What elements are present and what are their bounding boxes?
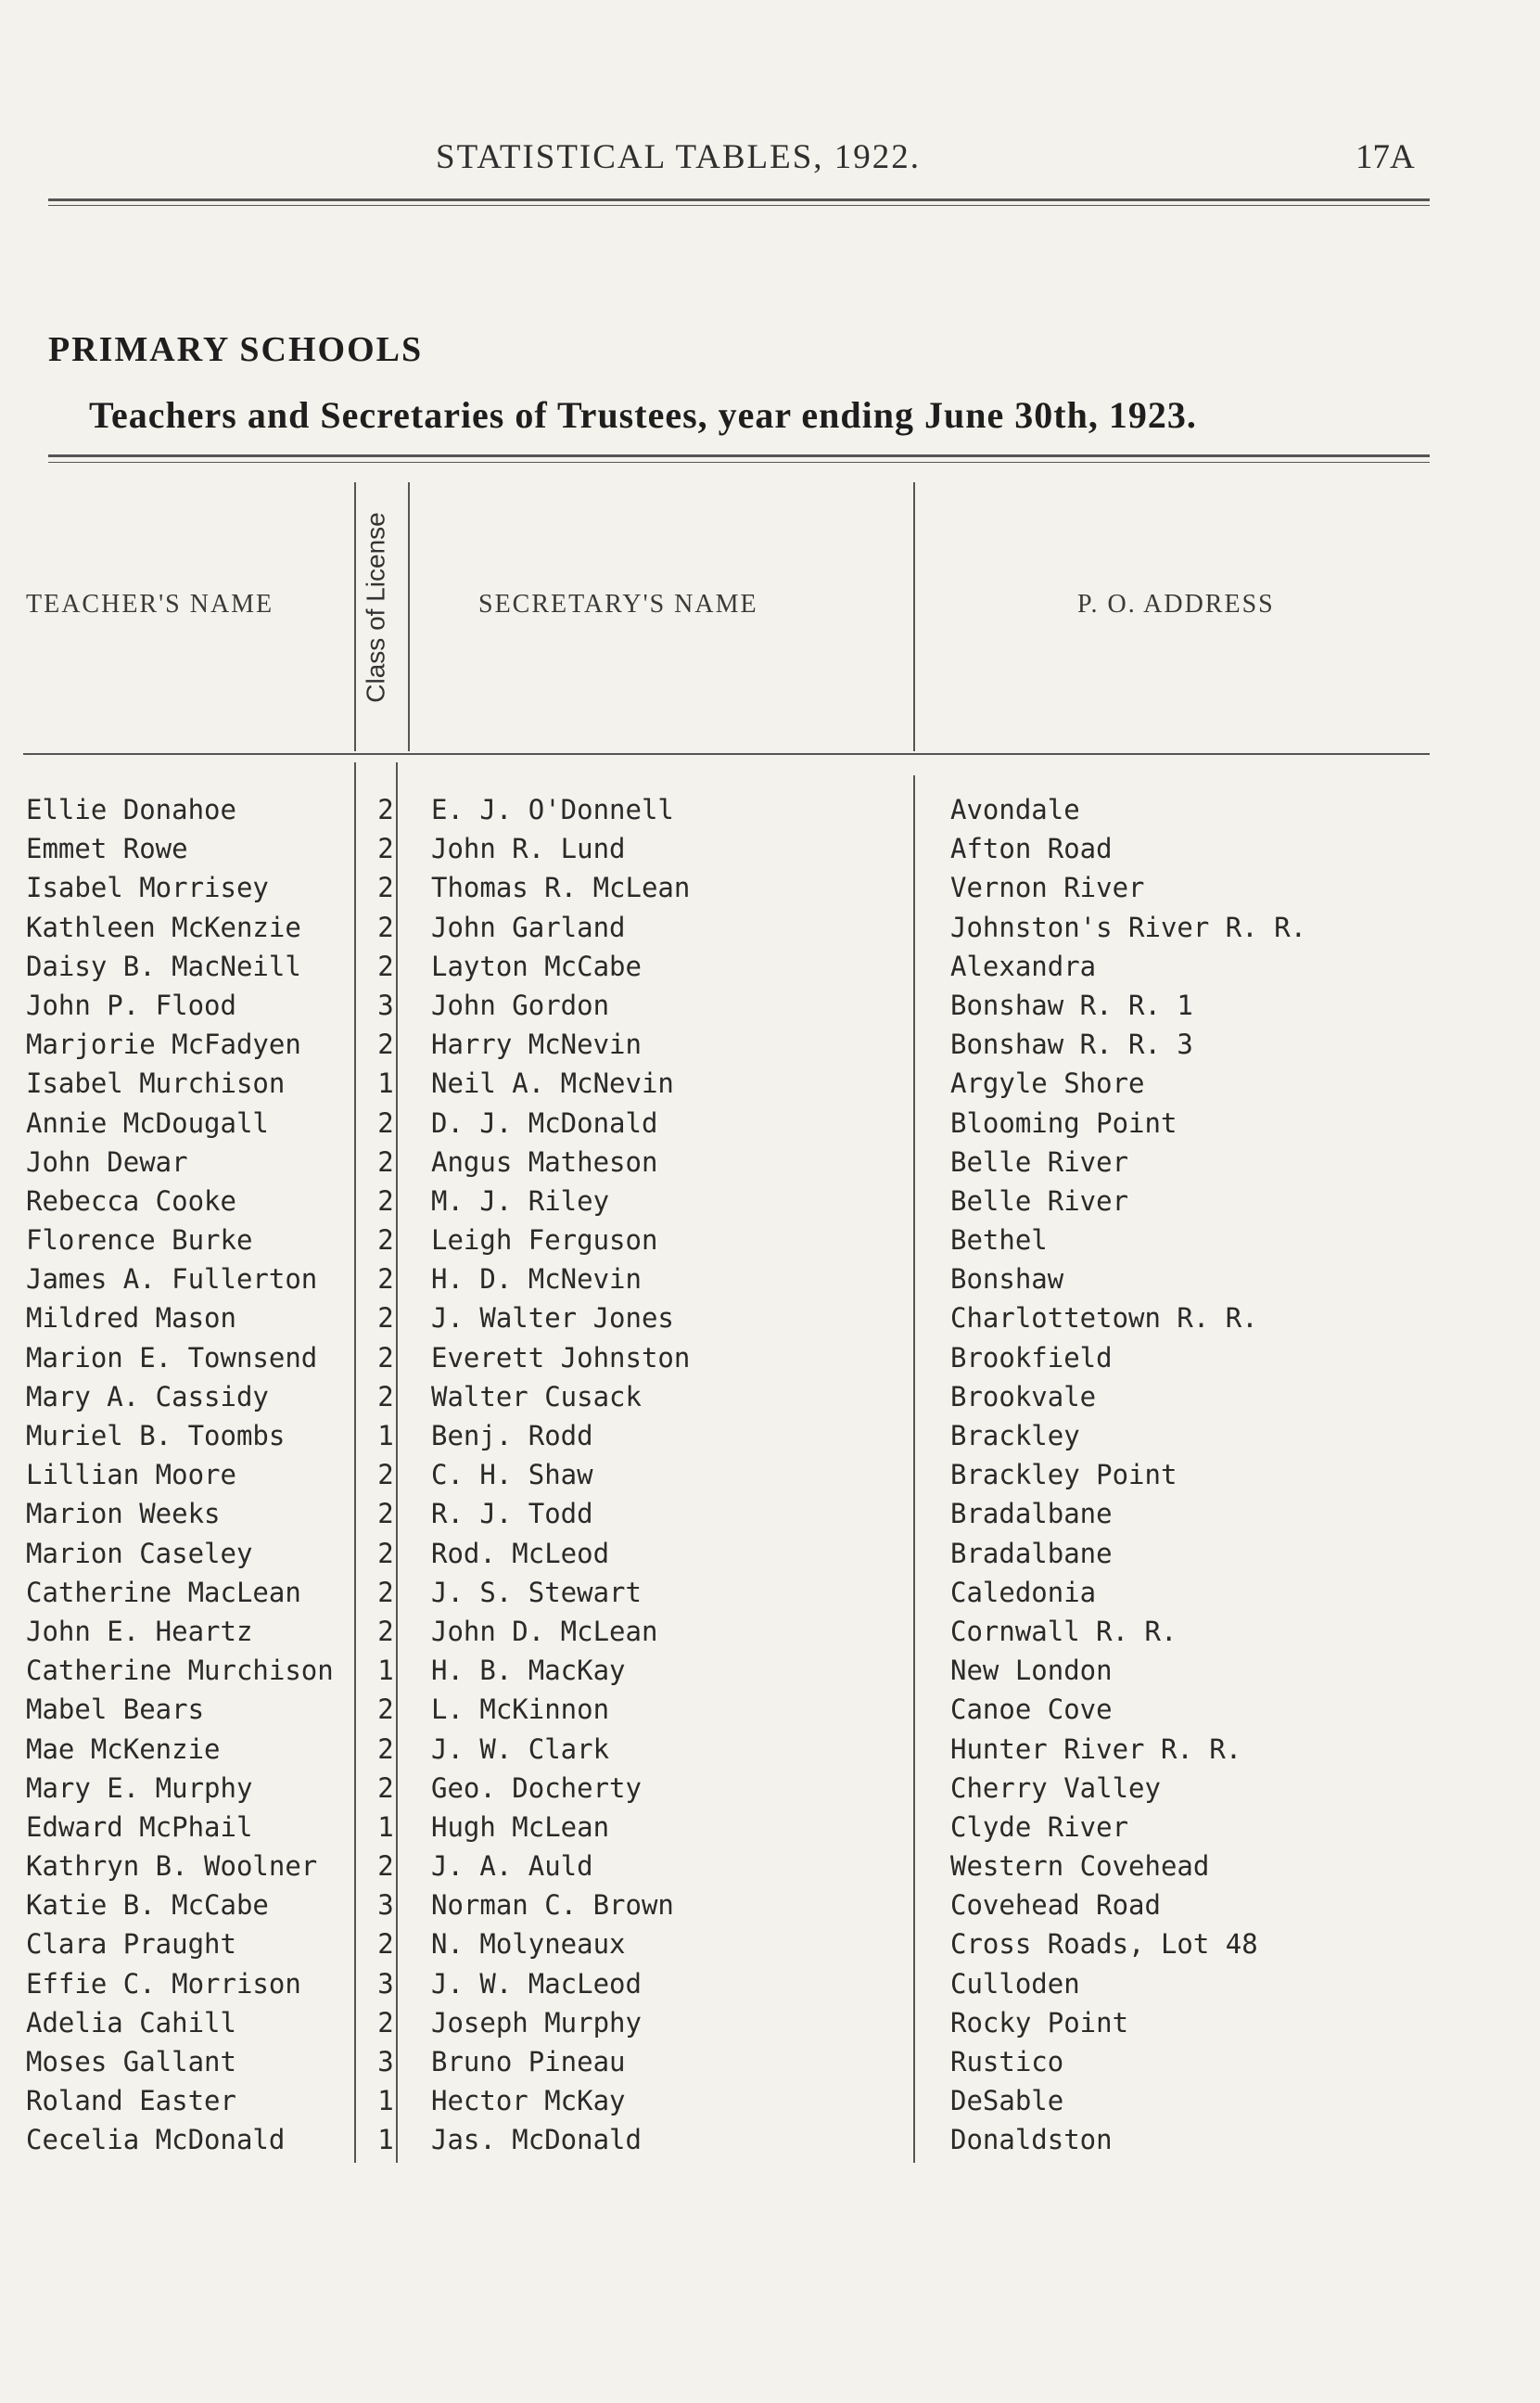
teacher-name: Clara Praught (26, 1928, 236, 1961)
secretary-name: Neil A. McNevin (431, 1067, 674, 1100)
table-row (0, 794, 1540, 833)
teacher-name: Marion E. Townsend (26, 1341, 318, 1374)
table-row (0, 1694, 1540, 1732)
secretary-column-header: SECRETARY'S NAME (478, 590, 758, 619)
secretary-name: N. Molyneaux (431, 1928, 626, 1961)
po-address: Bethel (950, 1224, 1048, 1257)
po-address: Caledonia (950, 1576, 1097, 1608)
table-subtitle: Teachers and Secretaries of Trustees, year ending June 30th, 1923. (89, 394, 1197, 436)
table-row (0, 1498, 1540, 1537)
header-bottom-rule (23, 753, 1430, 755)
teacher-name: Lillian Moore (26, 1459, 236, 1491)
secretary-name: Hugh McLean (431, 1810, 610, 1843)
class-column-header (356, 487, 397, 728)
table-body (0, 794, 1540, 2164)
teacher-name: Catherine MacLean (26, 1576, 301, 1608)
table-row (0, 1146, 1540, 1185)
secretary-name: Hector McKay (431, 2085, 626, 2117)
po-address: Canoe Cove (950, 1694, 1113, 1726)
teacher-name: Mary E. Murphy (26, 1771, 253, 1804)
page-number: 17A (1355, 138, 1415, 176)
license-class: 2 (377, 1184, 394, 1217)
table-row (0, 2046, 1540, 2085)
license-class: 1 (377, 1420, 394, 1451)
teacher-name: John Dewar (26, 1145, 188, 1178)
po-address: Blooming Point (950, 1106, 1177, 1139)
po-address: Rustico (950, 2046, 1064, 2077)
secretary-name: R. J. Todd (431, 1498, 593, 1530)
table-row (0, 1067, 1540, 1106)
teacher-name: Marion Weeks (26, 1498, 221, 1530)
po-address: Bonshaw (950, 1263, 1064, 1296)
po-address: Brackley Point (950, 1459, 1177, 1491)
class-column-header-label: Class of License (362, 512, 390, 703)
license-class: 3 (377, 989, 394, 1021)
po-address: Bradalbane (950, 1537, 1113, 1569)
teacher-name: Marjorie McFadyen (26, 1029, 301, 1061)
po-address: Cross Roads, Lot 48 (950, 1928, 1258, 1961)
secretary-name: John R. Lund (431, 833, 626, 865)
teacher-name: Kathleen McKenzie (26, 911, 301, 943)
secretary-name: J. A. Auld (431, 1850, 593, 1883)
license-class: 2 (377, 1850, 394, 1883)
secretary-name: Jas. McDonald (431, 2124, 642, 2156)
teacher-name: Mildred Mason (26, 1302, 236, 1335)
secretary-name: Leigh Ferguson (431, 1224, 658, 1257)
table-row (0, 1263, 1540, 1302)
secretary-name: Harry McNevin (431, 1029, 642, 1061)
teacher-name: Isabel Morrisey (26, 872, 269, 904)
po-address: Belle River (950, 1184, 1129, 1217)
license-class: 1 (377, 2085, 394, 2117)
license-class: 1 (377, 1067, 394, 1100)
teacher-name: Ellie Donahoe (26, 794, 236, 825)
teacher-name: James A. Fullerton (26, 1263, 318, 1296)
po-address: Bonshaw R. R. 1 (950, 989, 1193, 1021)
secretary-name: J. W. MacLeod (431, 1967, 642, 2000)
teacher-name: Mabel Bears (26, 1694, 205, 1726)
table-row (0, 872, 1540, 911)
secretary-name: H. D. McNevin (431, 1263, 642, 1296)
secretary-name: L. McKinnon (431, 1694, 610, 1726)
license-class: 2 (377, 1732, 394, 1765)
secretary-name: Benj. Rodd (431, 1420, 593, 1451)
license-class: 2 (377, 1459, 394, 1491)
license-class: 2 (377, 794, 394, 825)
po-address: Rocky Point (950, 2006, 1129, 2039)
license-class: 3 (377, 1889, 394, 1922)
po-address: Brookvale (950, 1380, 1097, 1412)
secretary-name: Norman C. Brown (431, 1889, 674, 1922)
license-class: 2 (377, 872, 394, 904)
po-address: Bonshaw R. R. 3 (950, 1029, 1193, 1061)
table-row (0, 833, 1540, 872)
po-address: Johnston's River R. R. (950, 911, 1307, 943)
teacher-name: Isabel Murchison (26, 1067, 286, 1100)
table-row (0, 990, 1540, 1029)
po-address: Culloden (950, 1967, 1080, 2000)
teacher-name: Adelia Cahill (26, 2006, 236, 2039)
po-address: Charlottetown R. R. (950, 1302, 1258, 1335)
secretary-name: H. B. MacKay (431, 1655, 626, 1687)
table-row (0, 1381, 1540, 1420)
license-class: 1 (377, 1655, 394, 1687)
teacher-name: Muriel B. Toombs (26, 1420, 286, 1451)
secretary-name: Walter Cusack (431, 1380, 642, 1412)
po-address: Brookfield (950, 1341, 1113, 1374)
table-row (0, 1459, 1540, 1498)
table-row (0, 1655, 1540, 1694)
po-address: Bradalbane (950, 1498, 1113, 1530)
secretary-name: John Garland (431, 911, 626, 943)
header-divider-3 (913, 482, 915, 751)
license-class: 2 (377, 1537, 394, 1569)
secretary-name: Rod. McLeod (431, 1537, 610, 1569)
table-row (0, 1029, 1540, 1067)
table-row (0, 912, 1540, 951)
section-title: PRIMARY SCHOOLS (48, 330, 424, 369)
secretary-name: Everett Johnston (431, 1341, 691, 1374)
table-row (0, 2007, 1540, 2046)
table-row (0, 2085, 1540, 2124)
license-class: 2 (377, 1029, 394, 1061)
license-class: 2 (377, 911, 394, 943)
po-address: Donaldston (950, 2124, 1113, 2156)
teacher-name: Mary A. Cassidy (26, 1380, 269, 1412)
license-class: 2 (377, 1341, 394, 1374)
teacher-name: Daisy B. MacNeill (26, 950, 301, 982)
teacher-name: Rebecca Cooke (26, 1184, 236, 1217)
teacher-name: John P. Flood (26, 989, 236, 1021)
table-row (0, 1420, 1540, 1459)
license-class: 2 (377, 1771, 394, 1804)
secretary-name: Layton McCabe (431, 950, 642, 982)
table-row (0, 1616, 1540, 1655)
secretary-name: J. S. Stewart (431, 1576, 642, 1608)
po-address: Brackley (950, 1420, 1080, 1451)
teacher-name: Annie McDougall (26, 1106, 269, 1139)
secretary-name: Geo. Docherty (431, 1771, 642, 1804)
table-row (0, 1224, 1540, 1263)
teacher-name: Katie B. McCabe (26, 1889, 269, 1922)
table-row (0, 951, 1540, 990)
license-class: 2 (377, 1263, 394, 1296)
teacher-name: Effie C. Morrison (26, 1967, 301, 2000)
po-address: Clyde River (950, 1810, 1129, 1843)
table-row (0, 2124, 1540, 2163)
secretary-name: J. Walter Jones (431, 1302, 674, 1335)
secretary-name: John D. McLean (431, 1615, 658, 1647)
table-rule-top-thin (48, 462, 1430, 463)
po-address: New London (950, 1655, 1113, 1687)
po-address: Covehead Road (950, 1889, 1161, 1922)
header-rule-bottom (48, 205, 1430, 206)
table-row (0, 1811, 1540, 1850)
secretary-name: D. J. McDonald (431, 1106, 658, 1139)
po-address: Vernon River (950, 872, 1145, 904)
secretary-name: Angus Matheson (431, 1145, 658, 1178)
license-class: 2 (377, 1106, 394, 1139)
secretary-name: C. H. Shaw (431, 1459, 593, 1491)
po-address: Afton Road (950, 833, 1113, 865)
table-row (0, 1733, 1540, 1772)
teacher-name: Moses Gallant (26, 2046, 236, 2077)
teacher-name: John E. Heartz (26, 1615, 253, 1647)
license-class: 2 (377, 1145, 394, 1178)
license-class: 1 (377, 2124, 394, 2156)
license-class: 2 (377, 1694, 394, 1726)
license-class: 3 (377, 1967, 394, 2000)
table-row (0, 1185, 1540, 1224)
license-class: 2 (377, 1224, 394, 1257)
secretary-name: John Gordon (431, 989, 610, 1021)
address-column-header: P. O. ADDRESS (1077, 590, 1275, 619)
po-address: Belle River (950, 1145, 1129, 1178)
po-address: DeSable (950, 2085, 1064, 2117)
secretary-name: Bruno Pineau (431, 2046, 626, 2077)
po-address: Avondale (950, 794, 1080, 825)
license-class: 1 (377, 1810, 394, 1843)
table-row (0, 1302, 1540, 1341)
license-class: 2 (377, 833, 394, 865)
table-row (0, 1577, 1540, 1616)
secretary-name: E. J. O'Donnell (431, 794, 674, 825)
teacher-name: Catherine Murchison (26, 1655, 334, 1687)
teacher-name: Marion Caseley (26, 1537, 253, 1569)
po-address: Western Covehead (950, 1850, 1210, 1883)
table-row (0, 1928, 1540, 1967)
license-class: 3 (377, 2046, 394, 2077)
license-class: 2 (377, 1498, 394, 1530)
po-address: Alexandra (950, 950, 1097, 982)
header-divider-1 (354, 482, 356, 751)
table-row (0, 1107, 1540, 1146)
po-address: Hunter River R. R. (950, 1732, 1242, 1765)
teacher-name: Florence Burke (26, 1224, 253, 1257)
secretary-name: J. W. Clark (431, 1732, 610, 1765)
teacher-name: Cecelia McDonald (26, 2124, 286, 2156)
teacher-name: Mae McKenzie (26, 1732, 221, 1765)
table-row (0, 1538, 1540, 1577)
table-row (0, 1850, 1540, 1889)
license-class: 2 (377, 1928, 394, 1961)
teacher-name: Kathryn B. Woolner (26, 1850, 318, 1883)
secretary-name: Joseph Murphy (431, 2006, 642, 2039)
license-class: 2 (377, 2006, 394, 2039)
license-class: 2 (377, 1576, 394, 1608)
teacher-column-header: TEACHER'S NAME (26, 590, 274, 619)
license-class: 2 (377, 1302, 394, 1335)
header-rule-top (48, 198, 1430, 201)
po-address: Argyle Shore (950, 1067, 1145, 1100)
teacher-name: Roland Easter (26, 2085, 236, 2117)
teacher-name: Edward McPhail (26, 1810, 253, 1843)
license-class: 2 (377, 950, 394, 982)
po-address: Cherry Valley (950, 1771, 1161, 1804)
running-head: STATISTICAL TABLES, 1922. (436, 138, 922, 176)
license-class: 2 (377, 1615, 394, 1647)
header-divider-2 (408, 482, 410, 751)
po-address: Cornwall R. R. (950, 1615, 1177, 1647)
table-row (0, 1968, 1540, 2007)
table-row (0, 1342, 1540, 1381)
table-row (0, 1889, 1540, 1928)
table-row (0, 1772, 1540, 1811)
secretary-name: M. J. Riley (431, 1184, 610, 1217)
secretary-name: Thomas R. McLean (431, 872, 691, 904)
license-class: 2 (377, 1380, 394, 1412)
table-rule-top (48, 454, 1430, 457)
teacher-name: Emmet Rowe (26, 833, 188, 865)
